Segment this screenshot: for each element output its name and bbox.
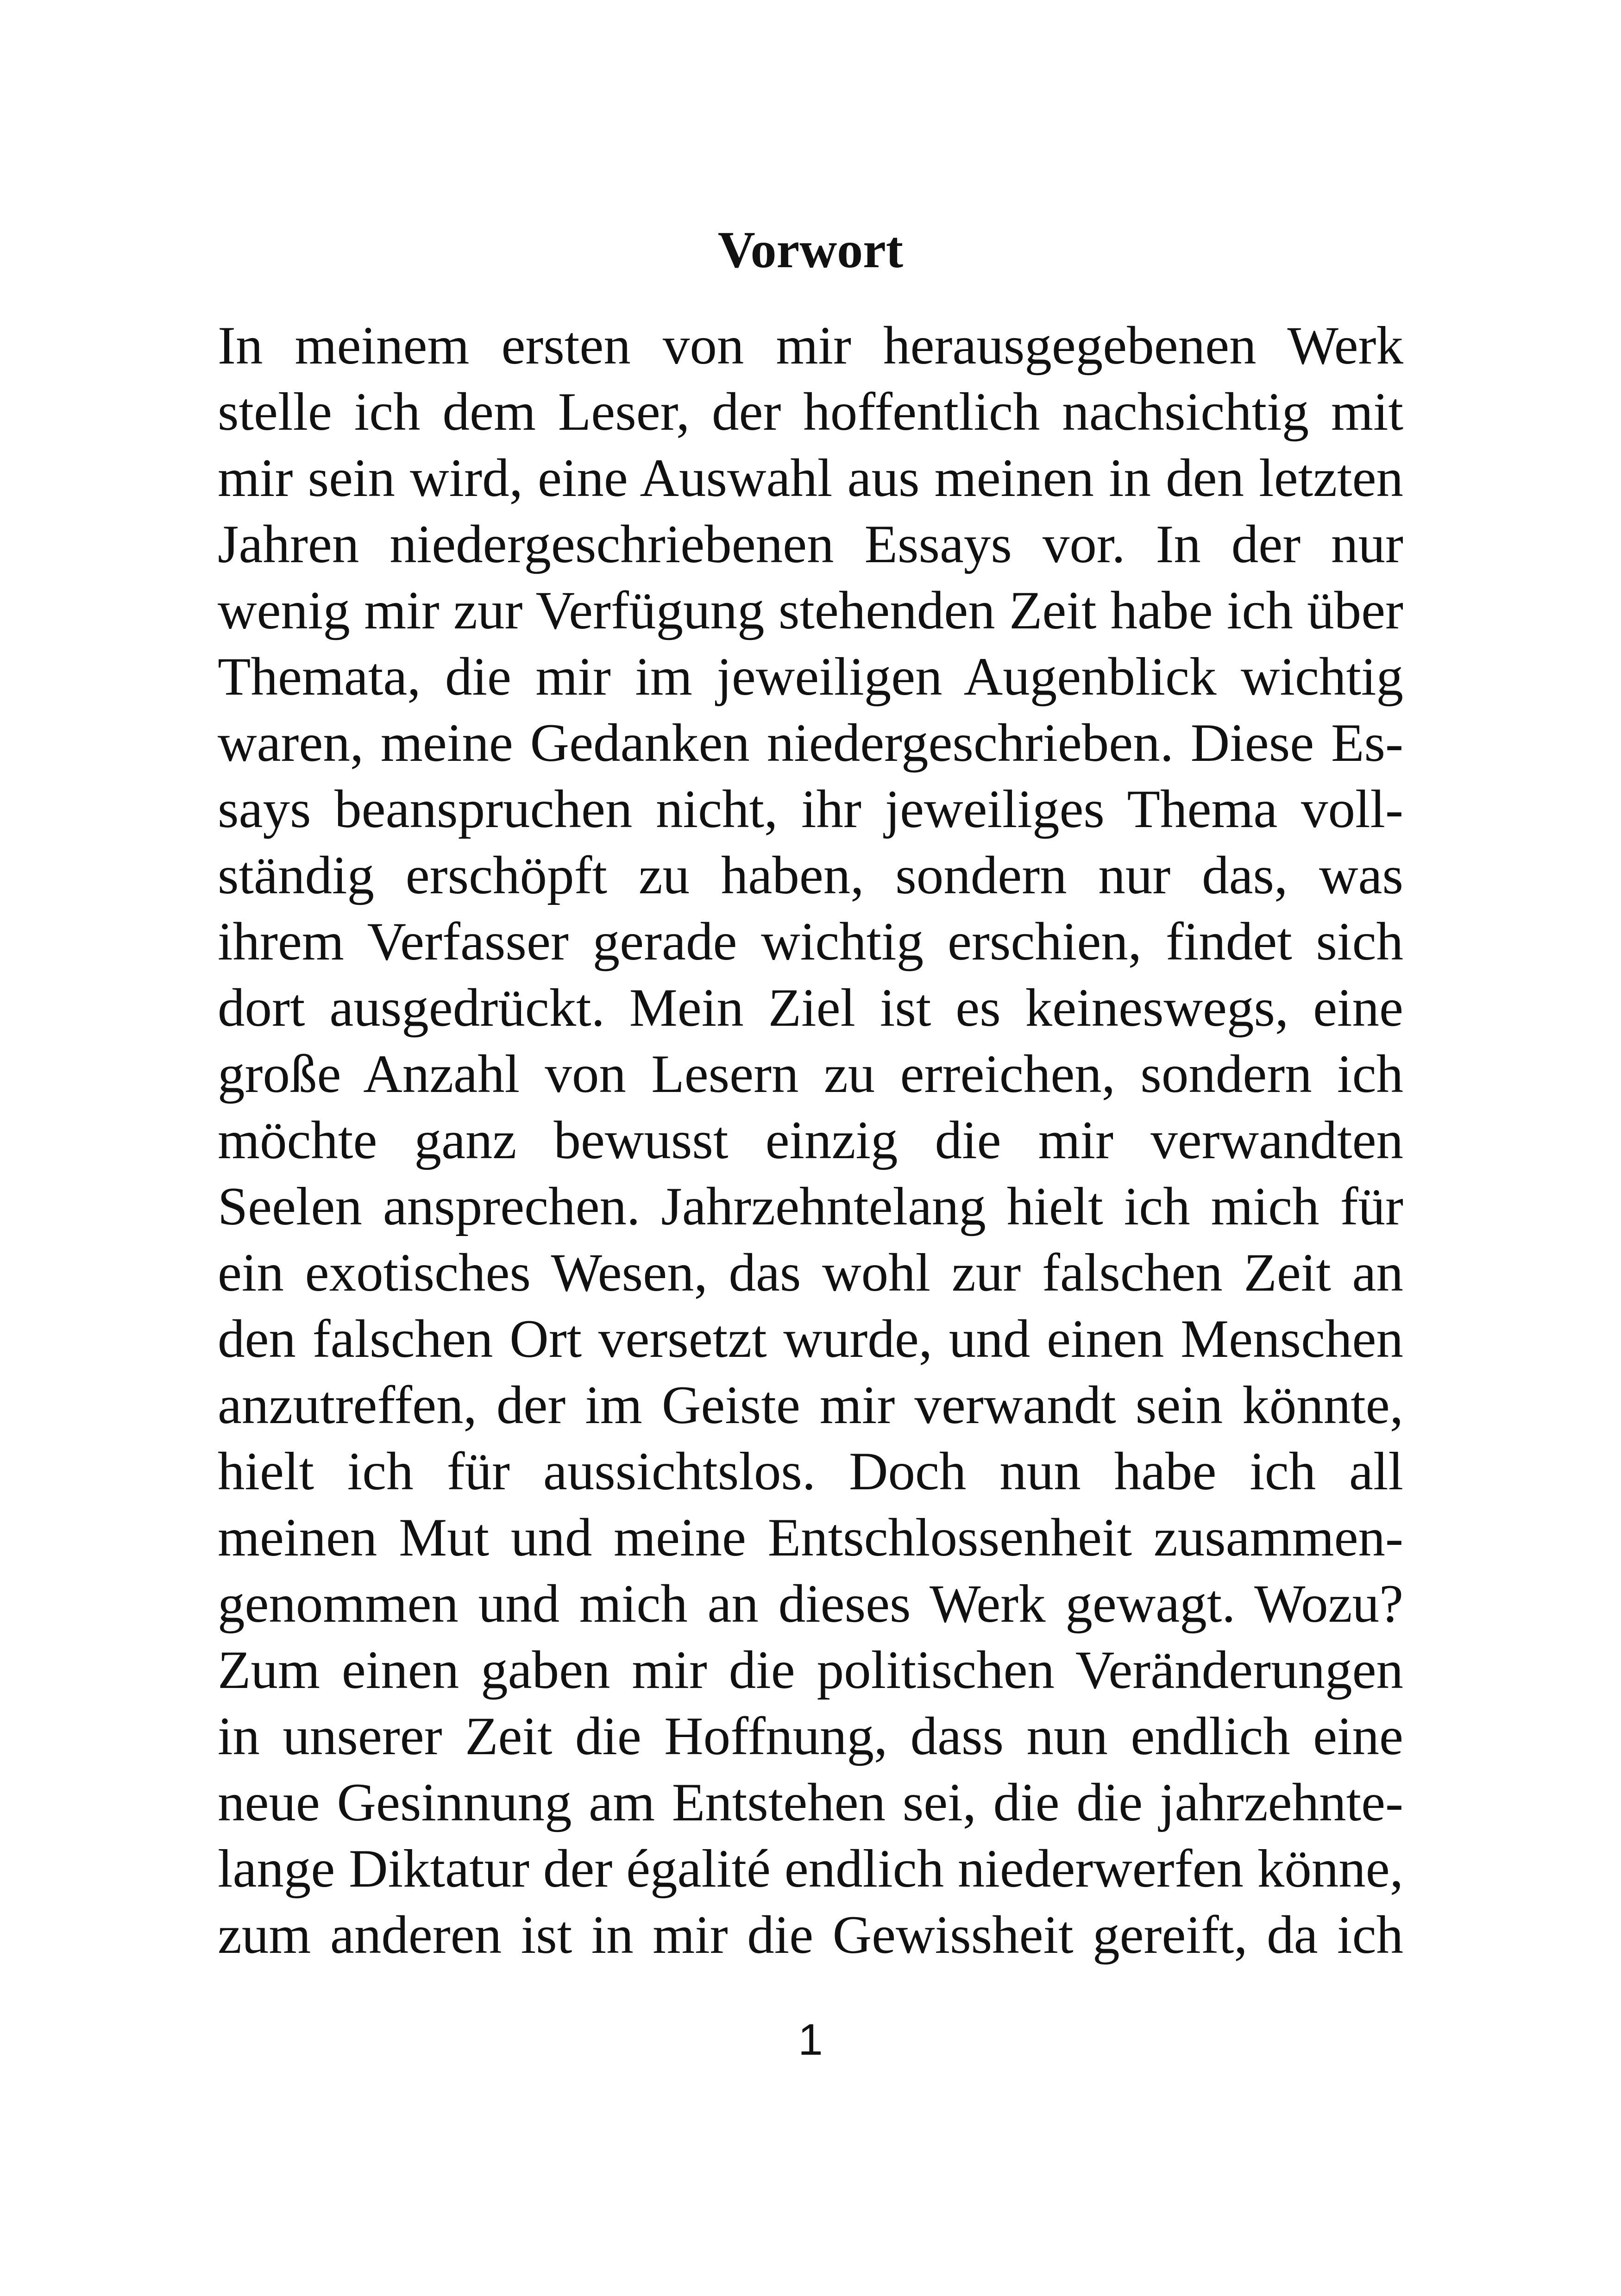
text-line: In meinem ersten von mir herausgegebenen Werk <box>218 316 1403 376</box>
text-line: ein exotisches Wesen, das wohl zur falschen Zeit an <box>218 1243 1403 1303</box>
text-line: ihrem Verfasser gerade wichtig erschien, findet sich <box>218 912 1403 972</box>
text-line: in unserer Zeit die Hoffnung, dass nun endlich eine <box>218 1706 1403 1766</box>
text-line: wenig mir zur Verfügung stehenden Zeit habe ich über <box>218 581 1403 640</box>
text-line: hielt ich für aussichtslos. Doch nun habe ich all <box>218 1442 1403 1501</box>
text-line: möchte ganz bewusst einzig die mir verwandten <box>218 1110 1403 1170</box>
text-line: lange Diktatur der égalité endlich niederwerfen könne, <box>218 1839 1403 1899</box>
page-number: 1 <box>798 2015 823 2064</box>
text-line: meinen Mut und meine Entschlossenheit zusammen- <box>218 1508 1403 1568</box>
text-line: Seelen ansprechen. Jahrzehntelang hielt ich mich für <box>218 1177 1403 1236</box>
text-line: anzutreffen, der im Geiste mir verwandt sein könnte, <box>218 1375 1403 1435</box>
text-line: Jahren niedergeschriebenen Essays vor. In der nur <box>218 514 1403 574</box>
page-title: Vorwort <box>717 221 904 279</box>
text-line: says beanspruchen nicht, ihr jeweiliges Thema voll- <box>218 779 1403 839</box>
text-line: Themata, die mir im jeweiligen Augenblick wichtig <box>218 647 1403 707</box>
text-line: waren, meine Gedanken niedergeschrieben. Diese Es- <box>218 713 1403 773</box>
text-line: mir sein wird, eine Auswahl aus meinen in den letzten <box>218 448 1403 508</box>
text-line: ständig erschöpft zu haben, sondern nur das, was <box>218 846 1403 905</box>
text-line: zum anderen ist in mir die Gewissheit gereift, da ich <box>218 1905 1403 1965</box>
text-line: stelle ich dem Leser, der hoffentlich nachsichtig mit <box>218 382 1403 442</box>
text-line: Zum einen gaben mir die politischen Veränderungen <box>218 1640 1403 1700</box>
text-line: neue Gesinnung am Entstehen sei, die die jahrzehnte- <box>218 1773 1403 1832</box>
text-line: genommen und mich an dieses Werk gewagt. Wozu? <box>218 1574 1403 1634</box>
text-line: dort ausgedrückt. Mein Ziel ist es keineswegs, eine <box>218 978 1403 1038</box>
text-line: den falschen Ort versetzt wurde, und einen Menschen <box>218 1309 1403 1369</box>
text-line: große Anzahl von Lesern zu erreichen, sondern ich <box>218 1044 1403 1104</box>
body-text <box>218 313 1403 1968</box>
